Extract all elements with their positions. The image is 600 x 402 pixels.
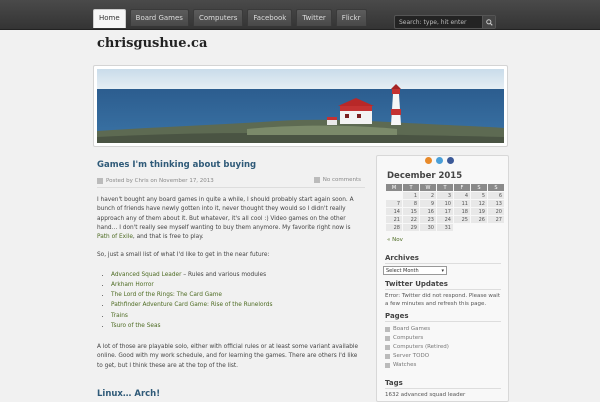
divider [385,321,501,322]
twitter-icon[interactable] [436,157,443,164]
calendar-day: 26 [471,216,487,223]
calendar-day: 12 [471,200,487,207]
post-paragraph: A lot of those are playable solo, either with official rules or at least some variant available online. Good with my work schedule, and for learning the games. There are others I'd like to get, but I think these are at the top of the list. [97,344,359,369]
tab-twitter[interactable]: Twitter [296,9,331,26]
list-item [111,300,365,310]
comments-link[interactable]: No comments [322,177,361,183]
facebook-icon[interactable] [447,157,454,164]
calendar-title: December 2015 [387,171,463,181]
calendar-day: 11 [454,200,470,207]
calendar-prev-link[interactable]: « Nov [387,237,403,243]
calendar-table [385,183,505,232]
twitter-updates-title: Twitter Updates [385,280,448,288]
divider [385,388,501,389]
calendar-day: 9 [420,200,436,207]
calendar-day: 30 [420,224,436,231]
tags-title: Tags [385,379,403,387]
post-title[interactable]: Games I'm thinking about buying [97,160,257,170]
calendar-icon [97,178,103,184]
comment-icon [314,177,320,183]
post-title[interactable]: Linux… Arch! [97,388,161,399]
calendar-day: 19 [471,208,487,215]
site-title[interactable]: chrisgushue.ca [97,36,208,51]
calendar-day: 28 [386,224,402,231]
nav-tabs [93,9,371,29]
calendar-day: 16 [420,208,436,215]
tag-cloud[interactable]: 1632 advanced squad leader [385,392,466,398]
calendar-day: 13 [488,200,504,207]
tab-board-games[interactable]: Board Games [130,9,189,26]
day-header: T [403,184,419,191]
calendar-day: 24 [437,216,453,223]
day-header: M [386,184,402,191]
post-meta [97,175,365,188]
game-link[interactable]: Pathfinder Adventure Card Game: Rise of the Runelords [111,302,273,309]
game-link[interactable]: The Lord of the Rings: The Card Game [111,292,222,299]
calendar-day: 2 [420,192,436,199]
calendar-day: 4 [454,192,470,199]
social-icons [425,157,458,164]
page-icon [385,336,390,341]
pages-title: Pages [385,312,409,320]
tab-home[interactable]: Home [93,9,126,28]
calendar-day: 14 [386,208,402,215]
list-item [111,290,365,300]
day-header: W [420,184,436,191]
calendar-day: 15 [403,208,419,215]
day-header: S [471,184,487,191]
sidebar-item-watches[interactable]: Watches [385,362,416,368]
calendar-day: 20 [488,208,504,215]
page-icon [385,354,390,359]
calendar-day: 23 [420,216,436,223]
post-byline: Posted by Chris on November 17, 2013 [106,178,214,184]
calendar-day: 18 [454,208,470,215]
header-banner [93,65,508,147]
list-item [111,321,365,331]
search-icon [486,19,493,26]
calendar-day: 25 [454,216,470,223]
sidebar-item-board-games[interactable]: Board Games [385,326,430,332]
chevron-down-icon: ▾ [441,267,444,274]
divider [385,263,501,264]
page-icon [385,345,390,350]
top-navigation-bar [0,0,600,30]
lighthouse-banner-image [97,69,504,143]
calendar-day [386,192,402,199]
day-header: F [454,184,470,191]
search-input[interactable] [395,17,482,27]
post-body [97,196,365,371]
list-item [111,311,365,321]
calendar-day: 5 [471,192,487,199]
calendar-day [471,224,487,231]
page-icon [385,327,390,332]
main-content [97,160,365,399]
day-header: T [437,184,453,191]
calendar-day [488,224,504,231]
day-header: S [488,184,504,191]
calendar-day: 17 [437,208,453,215]
tab-facebook[interactable]: Facebook [247,9,292,26]
calendar-day: 31 [437,224,453,231]
calendar-day: 7 [386,200,402,207]
post-paragraph: I haven't bought any board games in quite a while, I should probably start again soon. A bunch of friends have newly gotten into it, never thought they would so I didn't really approach any of them about it. But whatever, it's all cool :) Video games on the other hand… I don't really see myself wanting to buy them anymore. My favorite right now is Path of Exile, and that is free to play. [97,197,354,241]
tab-flickr[interactable]: Flickr [336,9,367,26]
twitter-error-text: Error: Twitter did not respond. Please wait a few minutes and refresh this page. [385,293,500,307]
divider [385,289,501,290]
calendar-day: 21 [386,216,402,223]
sidebar-item-computers-retired[interactable]: Computers (Retired) [385,344,449,350]
game-list [97,270,365,331]
tab-computers[interactable]: Computers [193,9,243,26]
sidebar [376,155,509,402]
game-link[interactable]: Advanced Squad Leader [111,271,182,278]
path-of-exile-link[interactable]: Path of Exile [97,234,133,241]
rss-icon[interactable] [425,157,432,164]
calendar-day: 29 [403,224,419,231]
game-link[interactable]: Arkham Horror [111,281,154,288]
search-box [394,15,496,29]
game-link[interactable]: Trains [111,312,128,319]
post-paragraph: So, just a small list of what I'd like to get in the near future: [97,252,270,259]
calendar-day [454,224,470,231]
calendar-day: 27 [488,216,504,223]
calendar-day: 10 [437,200,453,207]
archives-select[interactable] [383,266,447,275]
archives-select-value: Select Month [386,267,419,274]
game-link[interactable]: Tsuro of the Seas [111,322,161,329]
search-button[interactable] [482,16,495,28]
calendar-day: 3 [437,192,453,199]
sidebar-item-server-todo[interactable]: Server TODO [385,353,429,359]
page-icon [385,363,390,368]
sidebar-item-computers[interactable]: Computers [385,335,423,341]
list-item: • Advanced Squad Leader – Rules and various modules [111,270,365,280]
calendar-day: 22 [403,216,419,223]
calendar-day: 6 [488,192,504,199]
calendar-day: 1 [403,192,419,199]
list-item [111,280,365,290]
calendar-day: 8 [403,200,419,207]
archives-title: Archives [385,254,419,262]
